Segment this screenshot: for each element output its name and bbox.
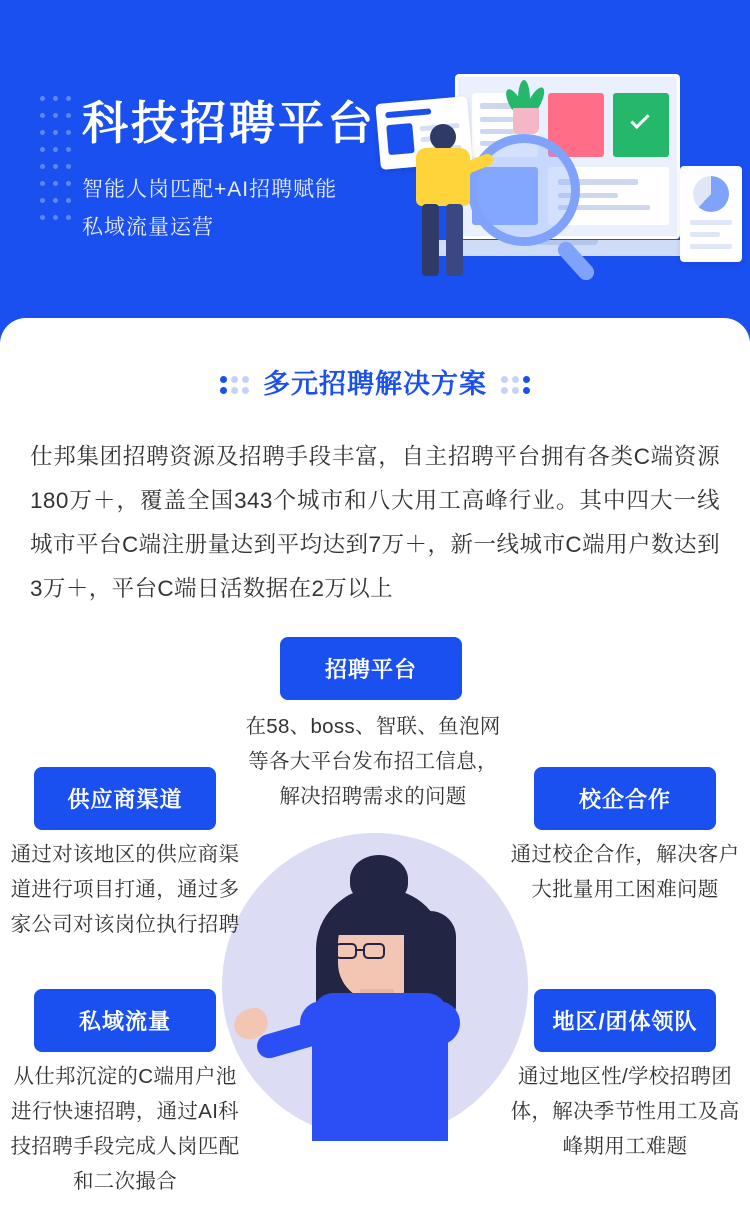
magnifier-icon [468, 134, 580, 246]
diagram-desc-school-cooperation: 通过校企合作，解决客户大批量用工困难问题 [510, 842, 740, 901]
hero-title: 科技招聘平台 [82, 97, 376, 149]
decorative-dots-left [220, 376, 249, 394]
solutions-diagram [0, 637, 750, 1207]
diagram-desc-supplier-channel: 通过对该地区的供应商渠道进行项目打通，通过多家公司对该岗位执行招聘 [10, 842, 240, 936]
hero-subtitle-line1: 智能人岗匹配+AI招聘赋能 [82, 177, 338, 201]
hero-text-block [82, 98, 376, 248]
diagram-tag-supplier-channel[interactable]: 供应商渠道 [34, 767, 216, 830]
hero-illustration [350, 62, 750, 312]
screen-card [613, 93, 669, 157]
decorative-dot-grid [40, 96, 74, 222]
section-intro-paragraph: 仕邦集团招聘资源及招聘手段丰富，自主招聘平台拥有各类C端资源180万＋，覆盖全国343个城市和八大用工高峰行业。其中四大一线城市平台C端注册量达到平均达到7万＋，新一线城市C端用户数达到3万＋，平台C端日活数据在2万以上 [30, 444, 720, 601]
section-header [0, 362, 750, 407]
decorative-dots-right [501, 376, 530, 394]
pie-chart-icon [680, 166, 742, 262]
diagram-desc-region-team-leader: 通过地区性/学校招聘团体，解决季节性用工及高峰期用工难题 [510, 1064, 740, 1158]
hero-subtitle-line2: 私域流量运营 [82, 216, 214, 240]
section-title: 多元招聘解决方案 [263, 362, 487, 407]
diagram-tag-school-cooperation[interactable]: 校企合作 [534, 767, 716, 830]
hero-subtitle [82, 171, 376, 249]
diagram-desc-private-traffic: 从仕邦沉淀的C端用户池进行快速招聘，通过AI科技招聘手段完成人岗匹配和二次撮合 [10, 1064, 240, 1194]
diagram-tag-region-team-leader[interactable]: 地区/团体领队 [534, 989, 716, 1052]
diagram-tag-recruiting-platform[interactable]: 招聘平台 [280, 637, 462, 700]
hero-banner [0, 0, 750, 318]
diagram-desc-recruiting-platform: 在58、boss、智联、鱼泡网等各大平台发布招工信息，解决招聘需求的问题 [245, 714, 501, 808]
person-icon [408, 124, 484, 276]
diagram-tag-private-traffic[interactable]: 私域流量 [34, 989, 216, 1052]
woman-illustration [278, 851, 478, 1141]
content-panel [0, 318, 750, 1222]
